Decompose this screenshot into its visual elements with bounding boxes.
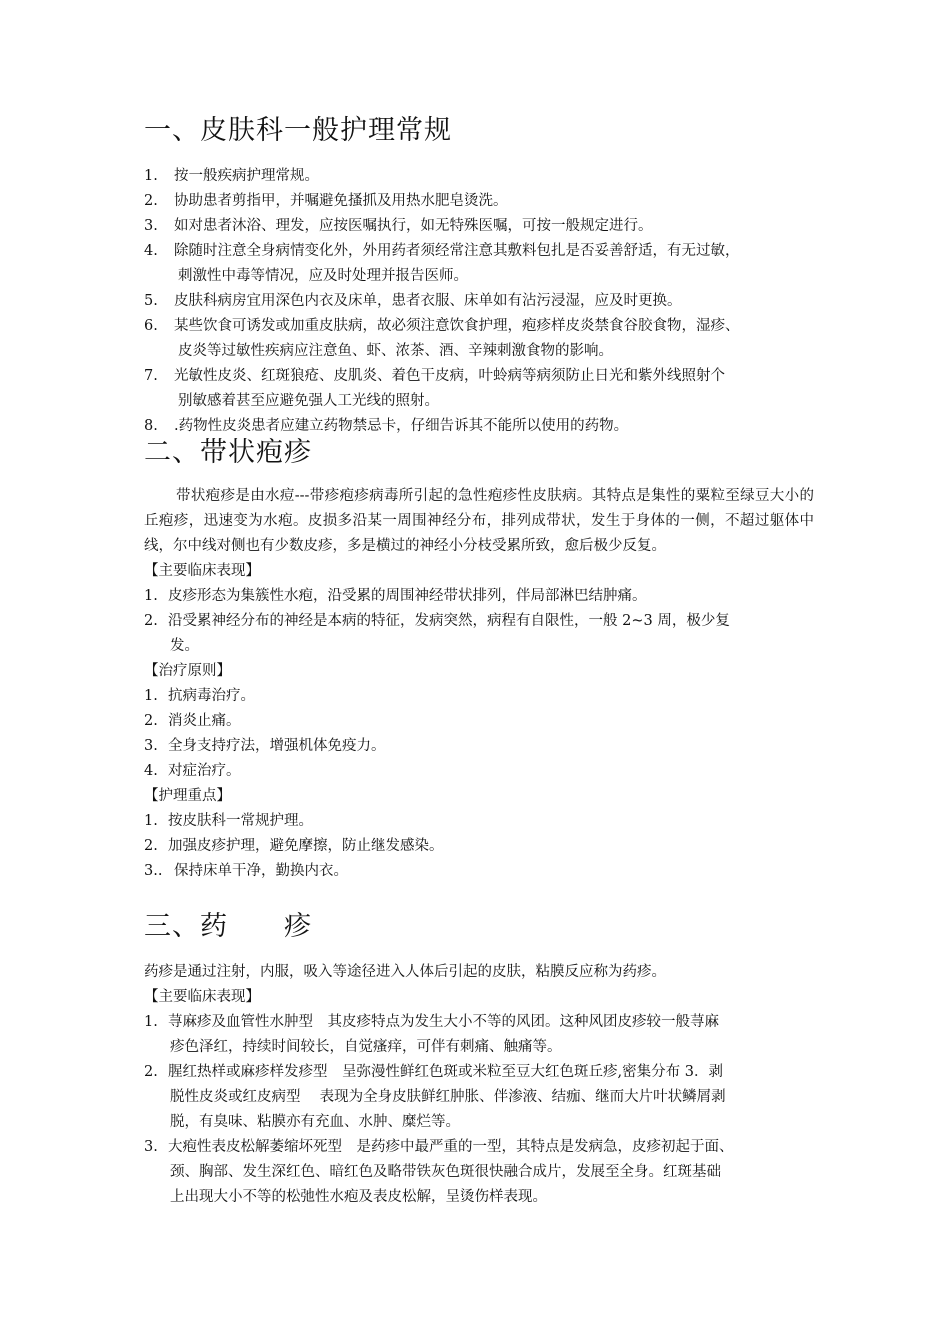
item-number: 1.: [144, 813, 158, 829]
item-text-continued: 刺激性中毒等情况，应及时处理并报告医师。: [178, 268, 468, 284]
list-item: [144, 1135, 814, 1210]
item-number: 2.: [144, 613, 158, 629]
item-text-continued: 发。: [170, 638, 199, 654]
item-text: 对症治疗。: [168, 763, 241, 779]
list-item: [144, 709, 814, 734]
item-number: 3.: [144, 738, 158, 754]
list-item: [144, 189, 814, 214]
item-number: 7.: [144, 368, 158, 384]
item-number: 1.: [144, 168, 158, 184]
list-item: [144, 584, 814, 609]
section2-intro: 带状疱疹是由水痘---带疹疱疹病毒所引起的急性疱疹性皮肤病。其特点是集性的粟粒至绿豆大小的丘疱疹，迅速变为水疱。皮损多沿某一周围神经分布，排列成带状，发生于身体的一侧，不超过躯体中线，尔中线对侧也有少数皮疹，多是横过的神经小分枝受累所致，愈后极少反复。: [144, 488, 814, 554]
section3-body: [144, 960, 814, 1210]
item-text: 除随时注意全身病情变化外，外用药者须经常注意其敷料包扎是否妥善舒适，有无过敏，: [174, 243, 740, 259]
item-number: 3.: [144, 218, 158, 234]
item-text: 保持床单干净，勤换内衣。: [174, 863, 348, 879]
item-text: 按一般疾病护理常规。: [174, 168, 319, 184]
item-text: 协助患者剪指甲，并嘱避免搔抓及用热水肥皂烫洗。: [174, 193, 508, 209]
item-text-continued: 疹色泽红，持续时间较长，自觉瘙痒，可伴有刺痛、触痛等。: [170, 1039, 562, 1055]
treatment-label: 【治疗原则】: [144, 663, 231, 679]
list-item: [144, 214, 814, 239]
item-text: 沿受累神经分布的神经是本病的特征，发病突然，病程有自限性，一般 2~3 周，极少复: [168, 613, 730, 629]
list-item: [144, 239, 814, 289]
list-item: [144, 834, 814, 859]
item-text-continued: 脱，有臭味、粘膜亦有充血、水肿、糜烂等。: [170, 1114, 460, 1130]
section3-title: 三、药 疹: [144, 911, 312, 942]
item-number: 3.: [144, 1139, 158, 1155]
item-text: 荨麻疹及血管性水肿型 其皮疹特点为发生大小不等的风团。这种风团皮疹较一般荨麻: [168, 1014, 719, 1030]
item-number: 1.: [144, 688, 158, 704]
item-text: 消炎止痛。: [168, 713, 241, 729]
item-number: 3..: [144, 863, 163, 879]
item-text: 抗病毒治疗。: [168, 688, 255, 704]
item-text: 大疱性表皮松解萎缩坏死型 是药疹中最严重的一型，其特点是发病急，皮疹初起于面、: [168, 1139, 734, 1155]
list-item: [144, 289, 814, 314]
item-text: 按皮肤科一常规护理。: [168, 813, 313, 829]
item-number: 2.: [144, 193, 158, 209]
item-number: 2.: [144, 1064, 158, 1080]
item-number: 4.: [144, 763, 158, 779]
section1-title: 一、皮肤科一般护理常规: [144, 115, 452, 146]
item-text: 加强皮疹护理，避免摩擦，防止继发感染。: [168, 838, 444, 854]
item-number: 1.: [144, 588, 158, 604]
item-text-continued: 皮炎等过敏性疾病应注意鱼、虾、浓茶、酒、辛辣刺激食物的影响。: [178, 343, 613, 359]
item-number: 5.: [144, 293, 158, 309]
item-number: 8.: [144, 418, 158, 434]
item-number: 6.: [144, 318, 158, 334]
item-text-continued: 脱性皮炎或红皮病型 表现为全身皮肤鲜红肿胀、伴渗液、结痂、继而大片叶状鳞屑剥: [170, 1089, 726, 1105]
item-text: 腥红热样或麻疹样发疹型 呈弥漫性鲜红色斑或米粒至豆大红色斑丘疹,密集分布 3．剥: [168, 1064, 723, 1080]
item-text-continued: 别敏感着甚至应避免强人工光线的照射。: [178, 393, 439, 409]
item-number: 2.: [144, 838, 158, 854]
clinical-label: 【主要临床表现】: [144, 563, 260, 579]
item-text: 某些饮食可诱发或加重皮肤病，故必须注意饮食护理，疱疹样皮炎禁食谷胶食物，湿疹、: [174, 318, 740, 334]
section3-intro: 药疹是通过注射，内服，吸入等途径进入人体后引起的皮肤，粘膜反应称为药疹。: [144, 964, 666, 980]
list-item: [144, 1010, 814, 1060]
section2-body: [144, 484, 814, 884]
item-text-continued: 颈、胸部、发生深红色、暗红色及略带铁灰色斑很快融合成片，发展至全身。红斑基础: [170, 1164, 721, 1180]
list-item: [144, 364, 814, 414]
clinical-label: 【主要临床表现】: [144, 989, 260, 1005]
item-text: 全身支持疗法，增强机体免疫力。: [168, 738, 386, 754]
item-text: 皮肤科病房宜用深色内衣及床单，患者衣服、床单如有沾污浸湿，应及时更换。: [174, 293, 682, 309]
list-item: [144, 859, 814, 884]
list-item: [144, 609, 814, 659]
item-text: 光敏性皮炎、红斑狼疮、皮肌炎、着色干皮病，叶蛉病等病须防止日光和紫外线照射个: [174, 368, 725, 384]
item-number: 4.: [144, 243, 158, 259]
list-item: [144, 759, 814, 784]
item-text: .药物性皮炎患者应建立药物禁忌卡，仔细告诉其不能所以使用的药物。: [174, 418, 629, 434]
item-text: 如对患者沐浴、理发，应按医嘱执行，如无特殊医嘱，可按一般规定进行。: [174, 218, 653, 234]
section1-list: [144, 164, 814, 439]
list-item: [144, 1060, 814, 1135]
section2-title: 二、带状疱疹: [144, 437, 312, 468]
list-item: [144, 734, 814, 759]
item-text-continued: 上出现大小不等的松弛性水疱及表皮松解，呈烫伤样表现。: [170, 1189, 547, 1205]
item-text: 皮疹形态为集簇性水疱，沿受累的周围神经带状排列，伴局部淋巴结肿痛。: [168, 588, 647, 604]
item-number: 2.: [144, 713, 158, 729]
list-item: [144, 809, 814, 834]
list-item: [144, 684, 814, 709]
item-number: 1.: [144, 1014, 158, 1030]
list-item: [144, 314, 814, 364]
nursing-label: 【护理重点】: [144, 788, 231, 804]
list-item: [144, 164, 814, 189]
